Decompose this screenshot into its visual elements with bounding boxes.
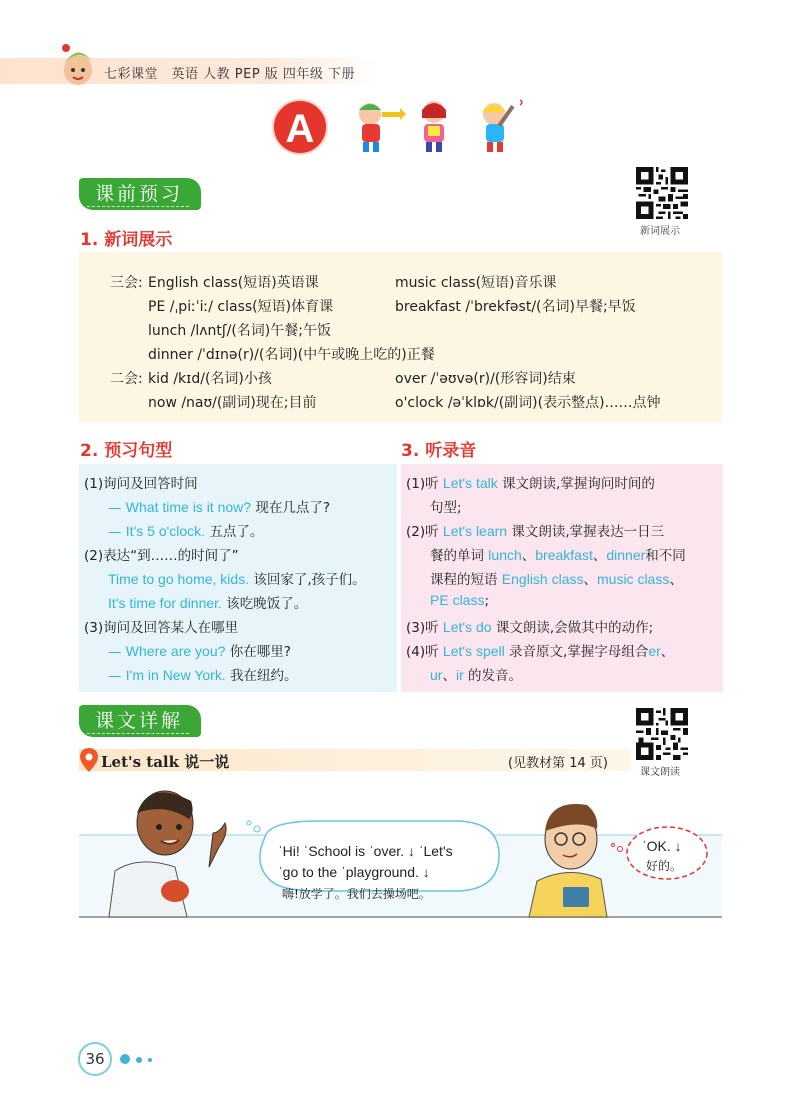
bubble-1-translation: 嗨!放学了。我们去操场吧。 [282, 887, 431, 901]
vocab-item: now /naʊ/(副词)现在;目前 [148, 395, 317, 411]
pattern-example: — Where are you? 你在哪里? [108, 643, 291, 660]
section-a-badge: A [272, 99, 328, 155]
sanhui-label: 三会: [110, 275, 143, 291]
vocab-item: lunch /lʌntʃ/(名词)午餐;午饭 [148, 323, 331, 339]
listening-item-cont: PE class; [430, 592, 490, 609]
bubble-1-line-2: ˈgo to the ˈplayground. ↓ [278, 864, 430, 880]
listening-item: (3)听 Let's do 课文朗读,会做其中的动作; [406, 619, 654, 636]
decor-dot [136, 1057, 142, 1063]
listening-item-cont: 句型; [430, 500, 462, 516]
textbook-page-ref: (见教材第 14 页) [508, 756, 608, 771]
listening-item-cont: 餐的单词 lunch、breakfast、dinner和不同 [430, 547, 686, 564]
erhui-label: 二会: [110, 371, 143, 387]
page-number: 36 [78, 1042, 112, 1076]
kid-with-trumpet-icon [346, 96, 406, 156]
pattern-title: (2)表达“到……的时间了” [84, 548, 239, 564]
listening-item: (2)听 Let's learn 课文朗读,掌握表达一日三 [406, 523, 665, 540]
listening-item: (1)听 Let's talk 课文朗读,掌握询问时间的 [406, 475, 655, 492]
vocab-item: breakfast /ˈbrekfəst/(名词)早餐;早饭 [395, 299, 636, 315]
preview-section-tag: 课前预习 [79, 178, 201, 210]
pattern-example: — It's 5 o'clock. 五点了。 [108, 523, 264, 540]
listening-heading: 3. 听录音 [401, 441, 477, 461]
pattern-example: Time to go home, kids. 该回家了,孩子们。 [108, 571, 366, 588]
vocab-item: PE /ˌpiːˈiː/ class(短语)体育课 [148, 299, 334, 315]
decor-dot [120, 1054, 130, 1064]
qr-code-icon[interactable] [636, 167, 688, 219]
pattern-example: — I'm in New York. 我在纽约。 [108, 667, 298, 684]
bubble-1-line-1: ˈHi! ˈSchool is ˈover. ↓ ˈLet's [278, 843, 453, 859]
vocab-item: English class(短语)英语课 [148, 275, 319, 291]
vocab-item: dinner /ˈdɪnə(r)/(名词)(中午或晚上吃的)正餐 [148, 347, 435, 363]
patterns-heading: 2. 预习句型 [80, 441, 173, 461]
decor-dot [148, 1058, 152, 1062]
listening-item-cont: 课程的短语 English class、music class、 [430, 571, 683, 588]
talk-title: Let's talk 说一说 [101, 753, 230, 771]
kid-with-gift-icon [410, 96, 458, 156]
listening-item: (4)听 Let's spell 录音原文,掌握字母组合er、 [406, 643, 675, 660]
qr-caption-new-words: 新词展示 [640, 226, 680, 237]
vocab-item: o'clock /əˈklɒk/(副词)(表示整点)……点钟 [395, 395, 661, 411]
qr-code-icon[interactable] [636, 708, 688, 760]
pattern-title: (1)询问及回答时间 [84, 476, 198, 492]
location-pin-icon [80, 748, 98, 772]
pattern-example: It's time for dinner. 该吃晚饭了。 [108, 595, 308, 612]
listening-item-cont: ur、ir 的发音。 [430, 667, 523, 684]
header-title: 七彩课堂 英语 人教 PEP 版 四年级 下册 [104, 67, 356, 82]
vocab-heading: 1. 新词展示 [80, 230, 173, 250]
mascot-icon [54, 40, 102, 88]
lesson-section-tag: 课文详解 [79, 705, 201, 737]
bubble-2-translation: 好的。 [646, 859, 683, 873]
bubble-2-text: ˈOK. ↓ [642, 838, 682, 854]
kid-with-bat-icon [468, 96, 528, 156]
pattern-title: (3)询问及回答某人在哪里 [84, 620, 239, 636]
pattern-example: — What time is it now? 现在几点了? [108, 499, 331, 516]
qr-caption-reading: 课文朗读 [640, 767, 680, 778]
vocab-item: kid /kɪd/(名词)小孩 [148, 371, 272, 387]
vocab-item: music class(短语)音乐课 [395, 275, 557, 291]
vocab-item: over /ˈəʊvə(r)/(形容词)结束 [395, 371, 576, 387]
